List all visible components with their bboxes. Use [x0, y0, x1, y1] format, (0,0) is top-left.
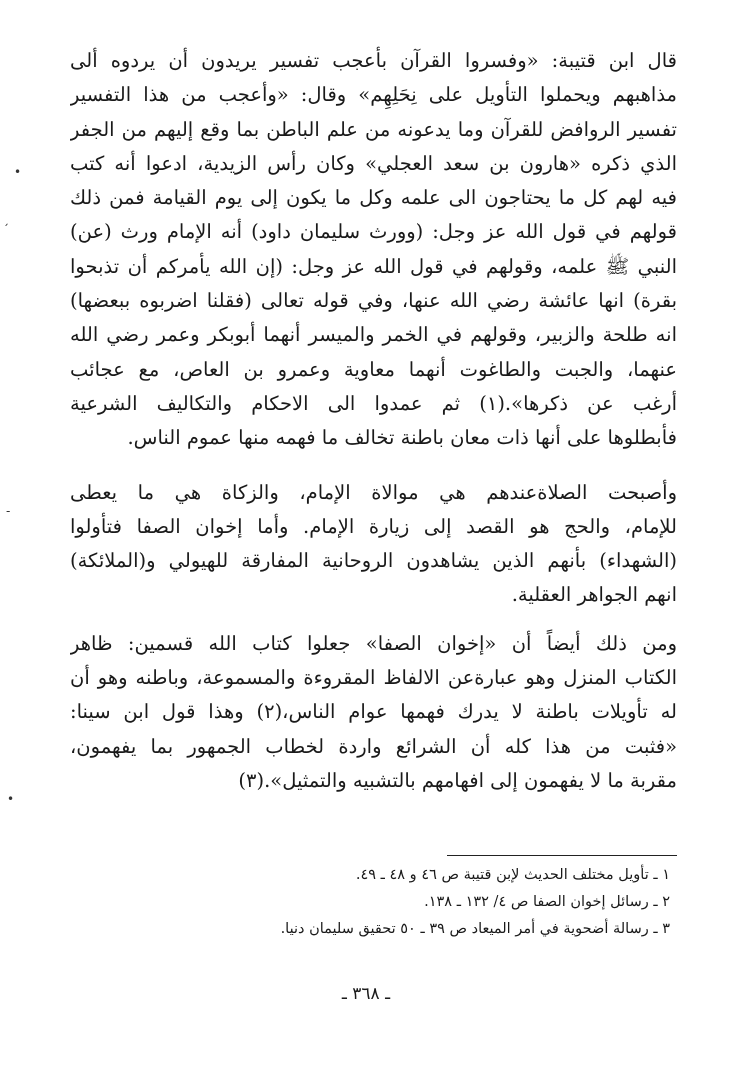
footnote: ٣ ـ رسالة أضحوية في أمر الميعاد ص ٣٩ ـ ٥٠ تحقيق سليمان دنيا. — [280, 921, 670, 937]
text-line: أرغب عن ذكرها».(١) ثم عمدوا الى الاحكام والتكاليف الشرعية — [70, 391, 677, 415]
text-line: له تأويلات باطنة لا يدرك فهمها عوام الناس،(٢) وهذا قول ابن سينا: — [70, 700, 677, 724]
text-line: مقربة ما لا يفهمون إلى افهامهم بالتشبيه والتمثيل».(٣) — [238, 768, 677, 792]
text-line: قال ابن قتيبة: «وفسروا القرآن بأعجب تفسير يريدون أن يردوه ألى — [70, 49, 677, 72]
footnote: ١ ـ تأويل مختلف الحديث لإبن قتيبة ص ٤٦ و ٤٨ ـ ٤٩. — [355, 867, 670, 883]
margin-dash-mark: - — [6, 504, 11, 518]
text-line: وأصبحت الصلاةعندهم هي موالاة الإمام، والزكاة هي ما يعطى — [70, 480, 677, 504]
text-line: الذي ذكره «هارون بن سعد العجلي» وكان رأس الزيدية، ادعوا أنه كتب — [70, 151, 677, 175]
text-line: تفسير الروافض للقرآن وما يدعونه من علم الباطن بما وقع إليهم من الجفر — [70, 117, 677, 141]
margin-dot-mark: • — [7, 792, 15, 806]
paragraph — [70, 44, 677, 456]
footnote-divider — [447, 855, 677, 856]
text-line: مذاهبهم ويحملوا التأويل على نِحَلِهِم» وقال: «وأعجب من هذا التفسير — [70, 83, 677, 107]
text-line: بقرة) انها عائشة رضي الله عنها، وفي قوله تعالى (فقلنا اضربوه ببعضها) — [70, 289, 677, 313]
text-line: عنهما، والجبت والطاغوت أنهما معاوية وعمرو بن العاص، مع عجائب — [70, 357, 677, 381]
footnote: ٢ ـ رسائل إخوان الصفا ص ٤/ ١٣٢ ـ ١٣٨. — [424, 894, 670, 910]
paragraph — [70, 627, 677, 798]
text-line: فيه لهم كل ما يحتاجون الى علمه وكل ما يكون إلى يوم القيامة فمن ذلك — [70, 186, 677, 210]
text-line: فأبطلوها على أنها ذات معان باطنة تخالف ما فهمه منها عموم الناس. — [127, 426, 677, 450]
text-line: انهم الجواهر العقلية. — [511, 583, 677, 607]
text-line: قولهم في قول الله عز وجل: (وورث سليمان داود) أنه الإمام ورث (عن) — [70, 220, 677, 244]
paragraph-gap — [70, 456, 677, 476]
text-line: الكتاب المنزل وهو عبارةعن الالفاظ المقروءة والمسموعة، وباطنه وهو أن — [70, 666, 677, 690]
paragraph — [70, 476, 677, 613]
page-body — [70, 44, 677, 798]
text-line: (الشهداء) بأنهم الذين يشاهدون الروحانية المفارقة للهيولي و(الملائكة) — [70, 549, 677, 573]
text-line: للإمام، والحج هو القصد إلى زيارة الإمام. وأما إخوان الصفا فتأولوا — [70, 514, 677, 538]
text-line: ومن ذلك أيضاً أن «إخوان الصفا» جعلوا كتاب الله قسمين: ظاهر — [70, 631, 677, 655]
paragraph-gap — [70, 613, 677, 627]
text-line: النبي ﷺ علمه، وقولهم في قول الله عز وجل: (إن الله يأمركم أن تذبحوا — [70, 254, 677, 278]
margin-dot-mark: • — [14, 165, 22, 179]
margin-tick-mark: ˏ — [3, 212, 9, 226]
footnotes — [170, 862, 670, 943]
text-line: انه طلحة والزبير، وقولهم في الخمر والميسر أنهما أبوبكر وعمر رضي الله — [70, 323, 677, 347]
text-line: «فثبت من هذا كله أن الشرائع واردة لخطاب الجمهور بما يفهمون، — [70, 734, 677, 758]
page-number: ـ ٣٦٨ ـ — [341, 984, 391, 1004]
